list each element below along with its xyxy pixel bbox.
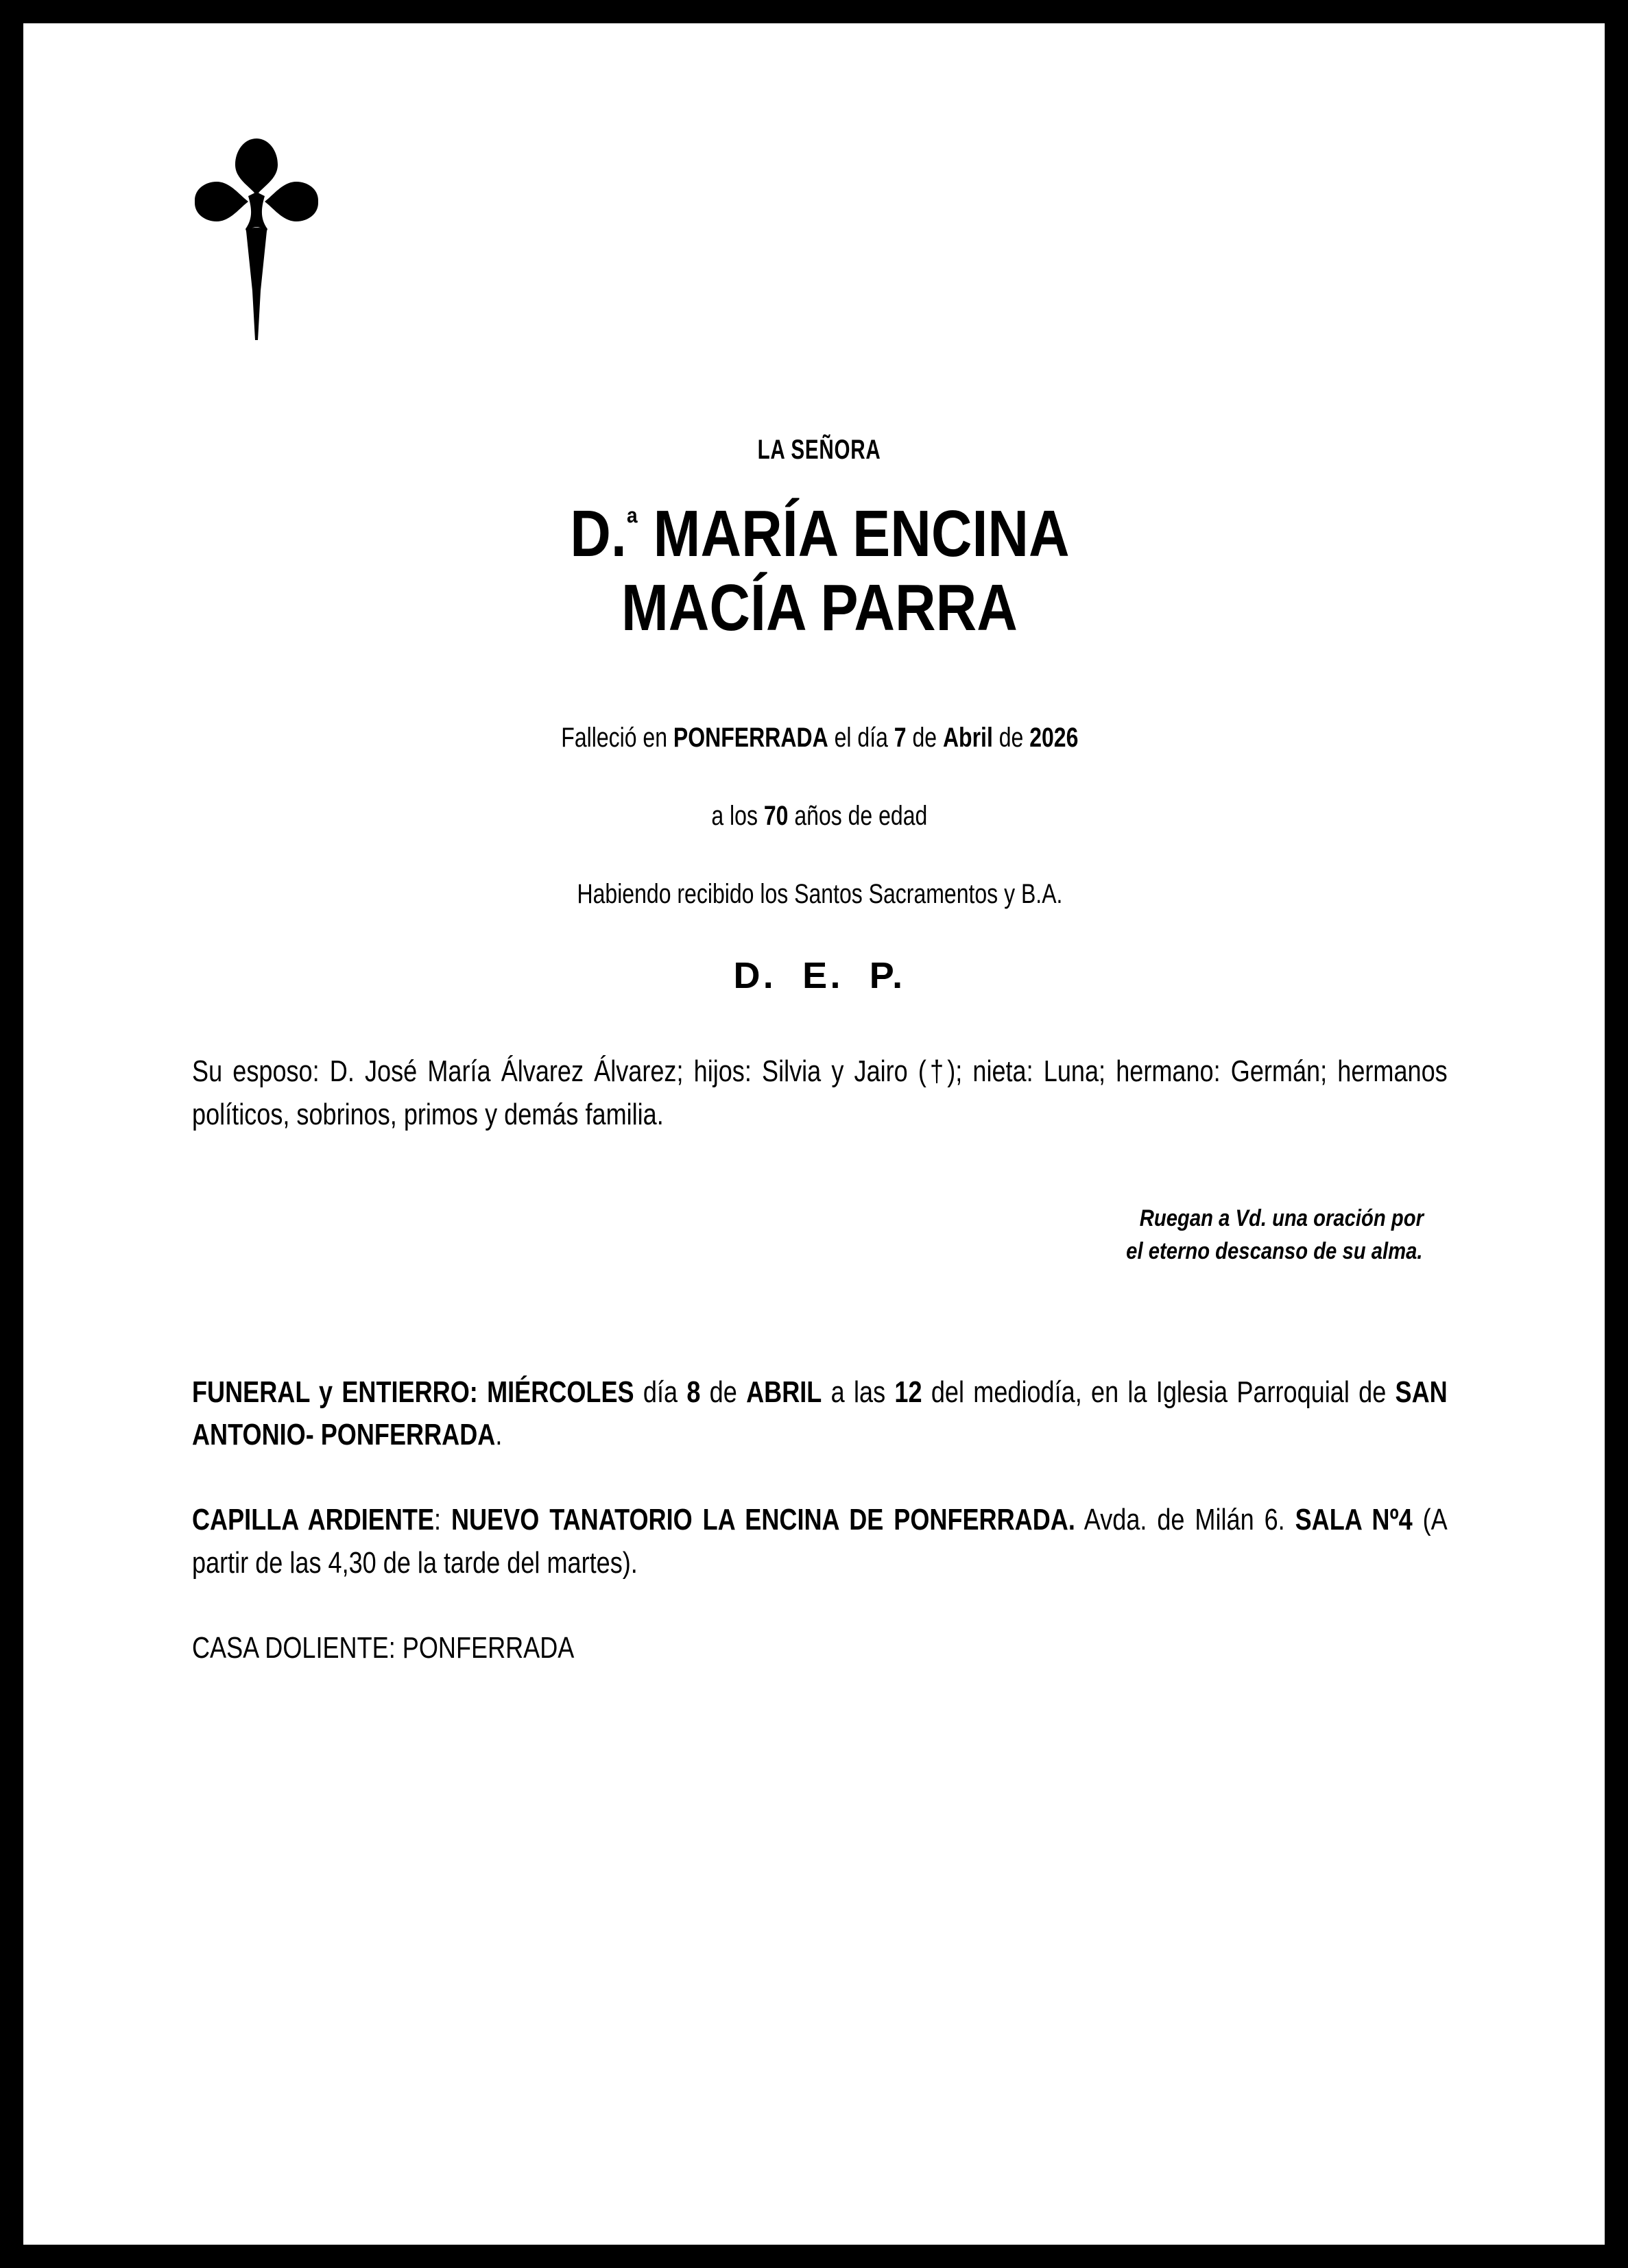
death-mid-1: el día [828, 723, 894, 753]
wake-address: Avda. de Milán 6. [1075, 1503, 1295, 1537]
deceased-name [192, 497, 1447, 644]
wake-details [192, 1499, 1448, 1584]
wake-separator: : [434, 1503, 451, 1537]
funeral-mid-2: de [700, 1375, 747, 1409]
death-mid-2: de [906, 723, 943, 753]
prayer-request [192, 1202, 1447, 1268]
deceased-name-line-2 [192, 571, 1447, 645]
name-given: MARÍA ENCINA [637, 497, 1070, 570]
age-prefix: a los [711, 801, 765, 832]
cross-of-saint-james-icon [188, 133, 325, 346]
wake-label: CAPILLA ARDIENTE [192, 1503, 435, 1537]
mourning-house-separator: : [388, 1631, 403, 1665]
death-place: PONFERRADA [673, 723, 828, 753]
death-month: Abril [942, 723, 993, 753]
sacraments-line [192, 876, 1447, 912]
death-day: 7 [894, 723, 907, 753]
dep-p: P. [869, 955, 906, 997]
prayer-line-1: Ruegan a Vd. una oración por [1139, 1205, 1424, 1231]
mourning-house-place: PONFERRADA [402, 1631, 575, 1665]
dep-e: E. [802, 955, 843, 997]
dep-line [192, 954, 1447, 997]
dep-d: D. [733, 955, 777, 997]
name-prefix: D. [569, 497, 627, 570]
prayer-line-2: el eterno descanso de su alma. [1126, 1238, 1423, 1265]
funeral-label: FUNERAL y ENTIERRO: MIÉRCOLES [192, 1375, 634, 1409]
age-suffix: años de edad [788, 801, 928, 832]
funeral-mid-1: día [634, 1375, 687, 1409]
wake-room: SALA Nº4 [1295, 1503, 1413, 1537]
age-line [192, 798, 1447, 834]
honorific-text: LA SEÑORA [758, 435, 881, 465]
name-surname: MACÍA PARRA [621, 570, 1018, 644]
mourning-house-label: CASA DOLIENTE [192, 1631, 389, 1665]
deceased-name-line-1 [192, 497, 1447, 571]
death-mid-3: de [992, 723, 1029, 753]
funeral-end: . [495, 1417, 503, 1451]
funeral-time: 12 [894, 1375, 922, 1409]
death-prefix: Falleció en [560, 723, 673, 753]
funeral-mid-4: del mediodía, en la Iglesia Parroquial de [922, 1375, 1396, 1409]
honorific-heading [192, 435, 1447, 466]
wake-hours: (A partir de las 4,30 de la tarde del martes). [192, 1503, 1448, 1580]
age-value: 70 [764, 801, 789, 832]
death-year: 2026 [1029, 723, 1079, 753]
name-ordinal: ª [626, 504, 638, 543]
funeral-church: SAN ANTONIO- PONFERRADA [192, 1375, 1448, 1451]
funeral-day: 8 [686, 1375, 701, 1409]
mourning-house-details [192, 1627, 1448, 1669]
funeral-mid-3: a las [822, 1375, 895, 1409]
paper-sheet [23, 23, 1605, 2245]
sacraments-text: Habiendo recibido los Santos Sacramentos y B.A. [577, 879, 1062, 910]
death-date-line [192, 720, 1447, 756]
wake-venue: NUEVO TANATORIO LA ENCINA DE PONFERRADA. [451, 1503, 1075, 1537]
funeral-month: ABRIL [746, 1375, 822, 1409]
funeral-details [192, 1371, 1448, 1457]
esquela-content [192, 435, 1447, 1670]
surviving-family-paragraph: Su esposo: D. José María Álvarez Álvarez; hijos: Silvia y Jairo (†); nieta: Luna; hermano: Germán; hermanos políticos, sobrinos, primos y demás familia. [192, 1054, 1448, 1131]
